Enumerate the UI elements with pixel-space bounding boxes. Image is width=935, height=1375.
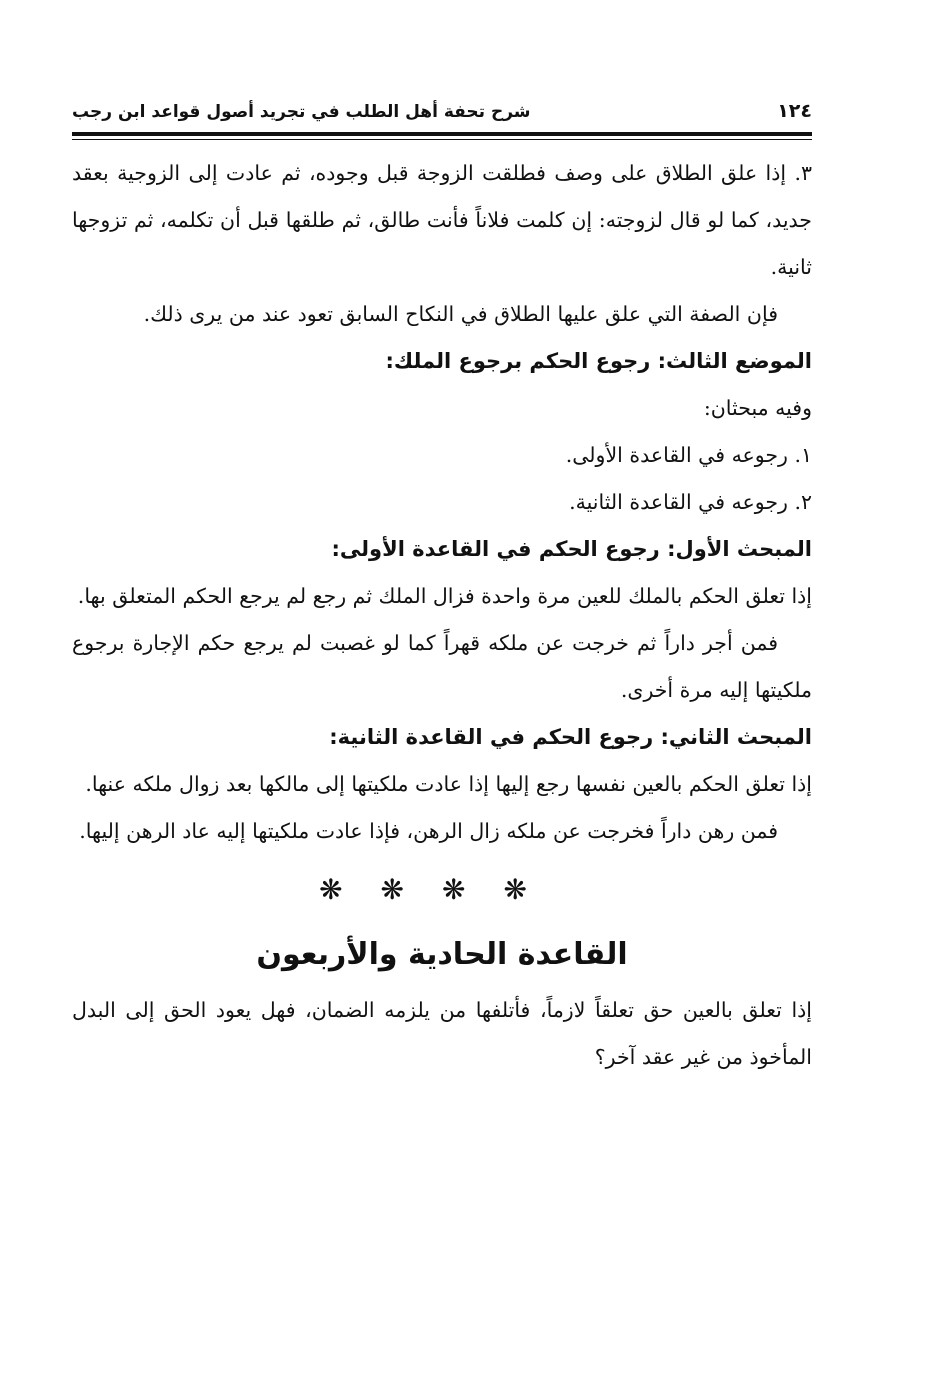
page-body — [72, 150, 812, 1081]
paragraph-item-3: ٣. إذا علق الطلاق على وصف فطلقت الزوجة قبل وجوده، ثم عادت إلى الزوجية بعقد جديد، كما لو قال لزوجته: إن كلمت فلاناً فأنت طالق، ثم طلقها قبل أن تكلمه، ثم تزوجها ثانية. — [72, 161, 812, 279]
running-title: شرح تحفة أهل الطلب في تجريد أصول قواعد ابن رجب — [72, 102, 531, 122]
asterism-icon: ❋ — [380, 873, 442, 906]
paragraph: إذا تعلق الحكم بالعين نفسها رجع إليها إذا عادت ملكيتها إلى مالكها بعد زوال ملكه عنها. — [85, 772, 812, 796]
document-page — [72, 92, 812, 1081]
asterism-icon: ❋ — [319, 873, 381, 906]
section-heading: المبحث الثاني: رجوع الحكم في القاعدة الثانية: — [329, 725, 812, 749]
paragraph: فإن الصفة التي علق عليها الطلاق في النكاح السابق تعود عند من يرى ذلك. — [143, 302, 778, 326]
paragraph: إذا تعلق الحكم بالملك للعين مرة واحدة فزال الملك ثم رجع لم يرجع الحكم المتعلق بها. — [77, 584, 812, 608]
header-rule-thin — [72, 139, 812, 140]
asterism-icon: ❋ — [442, 873, 504, 906]
paragraph: وفيه مبحثان: — [703, 396, 812, 420]
paragraph: فمن أجر داراً ثم خرجت عن ملكه قهراً كما لو غصبت لم يرجع حكم الإجارة برجوع ملكيتها إليه مرة أخرى. — [72, 631, 812, 702]
page-number: ١٢٤ — [777, 100, 812, 122]
paragraph: فمن رهن داراً فخرجت عن ملكه زال الرهن، فإذا عادت ملكيتها إليه عاد الرهن إليها. — [79, 819, 778, 843]
list-item: ٢. رجوعه في القاعدة الثانية. — [569, 490, 812, 514]
asterism-icon: ❋ — [503, 873, 565, 906]
list-item: ١. رجوعه في القاعدة الأولى. — [565, 443, 812, 467]
section-heading: المبحث الأول: رجوع الحكم في القاعدة الأولى: — [331, 537, 812, 561]
running-header — [72, 92, 812, 122]
section-separator — [72, 859, 812, 921]
rule-title: القاعدة الحادية والأربعون — [256, 937, 628, 972]
rule-text: إذا تعلق بالعين حق تعلقاً لازماً، فأتلفها من يلزمه الضمان، فهل يعود الحق إلى البدل المأخوذ من غير عقد آخر؟ — [72, 998, 812, 1069]
section-heading: الموضع الثالث: رجوع الحكم برجوع الملك: — [385, 349, 812, 373]
header-rule-thick — [72, 132, 812, 136]
